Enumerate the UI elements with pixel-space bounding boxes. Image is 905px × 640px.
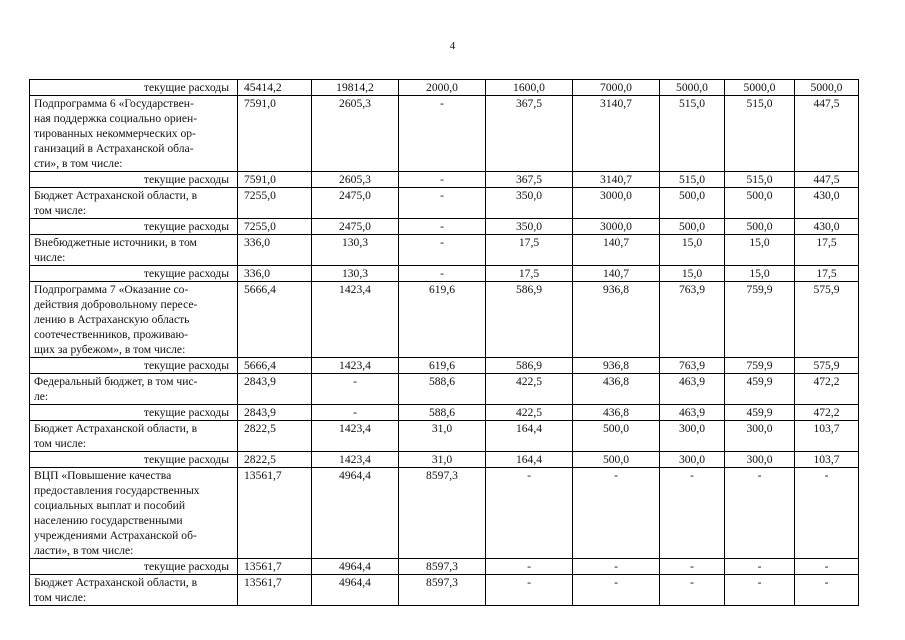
table-row-subtotal xyxy=(30,266,859,282)
value-cell: 13561,7 xyxy=(238,559,312,575)
value-cell: 19814,2 xyxy=(312,80,399,96)
value-cell: 31,0 xyxy=(399,421,486,452)
value-cell: 463,9 xyxy=(660,405,725,421)
value-cell: 2822,5 xyxy=(238,421,312,452)
value-cell: 759,9 xyxy=(725,282,795,358)
page-number: 4 xyxy=(449,40,456,52)
value-cell: 515,0 xyxy=(660,172,725,188)
table-row-subtotal xyxy=(30,559,859,575)
value-cell: 430,0 xyxy=(795,188,859,219)
value-cell: - xyxy=(486,468,573,559)
value-cell: 763,9 xyxy=(660,282,725,358)
value-cell: 2000,0 xyxy=(399,80,486,96)
value-cell: 575,9 xyxy=(795,358,859,374)
value-cell: 2475,0 xyxy=(312,219,399,235)
value-cell: 3000,0 xyxy=(573,219,660,235)
value-cell: 8597,3 xyxy=(399,468,486,559)
value-cell: - xyxy=(312,405,399,421)
value-cell: 1423,4 xyxy=(312,358,399,374)
table-row xyxy=(30,188,859,219)
value-cell: 4964,4 xyxy=(312,575,399,606)
value-cell: 4964,4 xyxy=(312,559,399,575)
value-cell: 459,9 xyxy=(725,374,795,405)
value-cell: 2822,5 xyxy=(238,452,312,468)
table-row xyxy=(30,96,859,172)
value-cell: 103,7 xyxy=(795,421,859,452)
value-cell: - xyxy=(573,559,660,575)
value-cell: - xyxy=(795,468,859,559)
value-cell: 515,0 xyxy=(725,96,795,172)
value-cell: - xyxy=(795,575,859,606)
value-cell: - xyxy=(573,575,660,606)
value-cell: 586,9 xyxy=(486,282,573,358)
value-cell: 7255,0 xyxy=(238,219,312,235)
value-cell: 164,4 xyxy=(486,421,573,452)
value-cell: - xyxy=(399,188,486,219)
value-cell: 619,6 xyxy=(399,282,486,358)
value-cell: 15,0 xyxy=(660,235,725,266)
table-row-subtotal xyxy=(30,80,859,96)
value-cell: 1423,4 xyxy=(312,452,399,468)
value-cell: 140,7 xyxy=(573,235,660,266)
value-cell: 164,4 xyxy=(486,452,573,468)
value-cell: 436,8 xyxy=(573,374,660,405)
value-cell: 515,0 xyxy=(660,96,725,172)
value-cell: 447,5 xyxy=(795,96,859,172)
table-row xyxy=(30,421,859,452)
value-cell: - xyxy=(486,559,573,575)
value-cell: 15,0 xyxy=(660,266,725,282)
value-cell: 103,7 xyxy=(795,452,859,468)
table-row-subtotal xyxy=(30,405,859,421)
value-cell: 130,3 xyxy=(312,235,399,266)
value-cell: 588,6 xyxy=(399,405,486,421)
value-cell: 575,9 xyxy=(795,282,859,358)
value-cell: - xyxy=(725,559,795,575)
table-row-subtotal xyxy=(30,452,859,468)
value-cell: 500,0 xyxy=(573,421,660,452)
value-cell: 130,3 xyxy=(312,266,399,282)
value-cell: 1423,4 xyxy=(312,282,399,358)
row-label: Бюджет Астраханской области, в том числе: xyxy=(30,421,238,452)
value-cell: 367,5 xyxy=(486,96,573,172)
row-label: текущие расходы xyxy=(30,219,238,235)
value-cell: 472,2 xyxy=(795,405,859,421)
value-cell: - xyxy=(573,468,660,559)
value-cell: 2605,3 xyxy=(312,172,399,188)
value-cell: 447,5 xyxy=(795,172,859,188)
value-cell: 336,0 xyxy=(238,266,312,282)
value-cell: - xyxy=(399,172,486,188)
value-cell: 15,0 xyxy=(725,266,795,282)
value-cell: 463,9 xyxy=(660,374,725,405)
value-cell: - xyxy=(312,374,399,405)
value-cell: 500,0 xyxy=(573,452,660,468)
table-row-subtotal xyxy=(30,358,859,374)
value-cell: 13561,7 xyxy=(238,468,312,559)
row-label: текущие расходы xyxy=(30,80,238,96)
row-label: Бюджет Астраханской области, в том числе: xyxy=(30,575,238,606)
value-cell: 763,9 xyxy=(660,358,725,374)
value-cell: - xyxy=(399,235,486,266)
value-cell: 300,0 xyxy=(725,421,795,452)
value-cell: 2605,3 xyxy=(312,96,399,172)
value-cell: 2843,9 xyxy=(238,374,312,405)
table-row xyxy=(30,374,859,405)
value-cell: 2475,0 xyxy=(312,188,399,219)
value-cell: 140,7 xyxy=(573,266,660,282)
table-row xyxy=(30,235,859,266)
value-cell: 350,0 xyxy=(486,219,573,235)
value-cell: - xyxy=(725,575,795,606)
value-cell: 45414,2 xyxy=(238,80,312,96)
table-row xyxy=(30,282,859,358)
value-cell: 300,0 xyxy=(725,452,795,468)
value-cell: 2843,9 xyxy=(238,405,312,421)
value-cell: 5000,0 xyxy=(725,80,795,96)
table-row xyxy=(30,468,859,559)
value-cell: 17,5 xyxy=(795,235,859,266)
value-cell: 936,8 xyxy=(573,358,660,374)
row-label: текущие расходы xyxy=(30,559,238,575)
value-cell: 17,5 xyxy=(486,266,573,282)
value-cell: 5000,0 xyxy=(795,80,859,96)
row-label: текущие расходы xyxy=(30,358,238,374)
value-cell: - xyxy=(399,266,486,282)
value-cell: 7255,0 xyxy=(238,188,312,219)
value-cell: - xyxy=(725,468,795,559)
value-cell: 4964,4 xyxy=(312,468,399,559)
value-cell: - xyxy=(486,575,573,606)
value-cell: 300,0 xyxy=(660,452,725,468)
row-label: текущие расходы xyxy=(30,405,238,421)
row-label: Федеральный бюджет, в том чис- ле: xyxy=(30,374,238,405)
value-cell: 515,0 xyxy=(725,172,795,188)
value-cell: 336,0 xyxy=(238,235,312,266)
value-cell: - xyxy=(399,96,486,172)
value-cell: 936,8 xyxy=(573,282,660,358)
value-cell: 500,0 xyxy=(660,188,725,219)
value-cell: 472,2 xyxy=(795,374,859,405)
value-cell: 588,6 xyxy=(399,374,486,405)
value-cell: 500,0 xyxy=(725,188,795,219)
value-cell: 7591,0 xyxy=(238,172,312,188)
value-cell: 8597,3 xyxy=(399,559,486,575)
table-row-subtotal xyxy=(30,219,859,235)
row-label: ВЦП «Повышение качества предоставления государственных социальных выплат и пособий населению государственными учреждениями Астраханской об- ласти», в том числе: xyxy=(30,468,238,559)
value-cell: 7000,0 xyxy=(573,80,660,96)
table-row-subtotal xyxy=(30,172,859,188)
value-cell: 422,5 xyxy=(486,374,573,405)
value-cell: 3140,7 xyxy=(573,172,660,188)
value-cell: 430,0 xyxy=(795,219,859,235)
value-cell: 436,8 xyxy=(573,405,660,421)
budget-table xyxy=(29,79,859,606)
value-cell: 1600,0 xyxy=(486,80,573,96)
value-cell: 5000,0 xyxy=(660,80,725,96)
value-cell: 3000,0 xyxy=(573,188,660,219)
value-cell: 13561,7 xyxy=(238,575,312,606)
value-cell: 619,6 xyxy=(399,358,486,374)
value-cell: 459,9 xyxy=(725,405,795,421)
value-cell: 300,0 xyxy=(660,421,725,452)
value-cell: - xyxy=(660,559,725,575)
row-label: Подпрограмма 7 «Оказание со- действия добровольному пересе- лению в Астраханскую область соотечественников, проживаю- щих за рубежом», в том числе: xyxy=(30,282,238,358)
value-cell: 586,9 xyxy=(486,358,573,374)
row-label: текущие расходы xyxy=(30,452,238,468)
value-cell: 422,5 xyxy=(486,405,573,421)
row-label: Подпрограмма 6 «Государствен- ная поддержка социально ориен- тированных некоммерческих ор- ганизаций в Астраханской обла- сти», в том числе: xyxy=(30,96,238,172)
table-row xyxy=(30,575,859,606)
row-label: Внебюджетные источники, в том числе: xyxy=(30,235,238,266)
value-cell: 5666,4 xyxy=(238,358,312,374)
row-label: Бюджет Астраханской области, в том числе: xyxy=(30,188,238,219)
value-cell: - xyxy=(660,468,725,559)
value-cell: 7591,0 xyxy=(238,96,312,172)
table-body xyxy=(30,80,859,606)
value-cell: 17,5 xyxy=(795,266,859,282)
row-label: текущие расходы xyxy=(30,266,238,282)
value-cell: 350,0 xyxy=(486,188,573,219)
value-cell: 17,5 xyxy=(486,235,573,266)
value-cell: 500,0 xyxy=(660,219,725,235)
value-cell: 1423,4 xyxy=(312,421,399,452)
value-cell: 367,5 xyxy=(486,172,573,188)
row-label: текущие расходы xyxy=(30,172,238,188)
value-cell: - xyxy=(399,219,486,235)
value-cell: - xyxy=(660,575,725,606)
value-cell: 500,0 xyxy=(725,219,795,235)
value-cell: 31,0 xyxy=(399,452,486,468)
value-cell: 3140,7 xyxy=(573,96,660,172)
value-cell: 5666,4 xyxy=(238,282,312,358)
value-cell: 8597,3 xyxy=(399,575,486,606)
value-cell: 759,9 xyxy=(725,358,795,374)
value-cell: - xyxy=(795,559,859,575)
value-cell: 15,0 xyxy=(725,235,795,266)
